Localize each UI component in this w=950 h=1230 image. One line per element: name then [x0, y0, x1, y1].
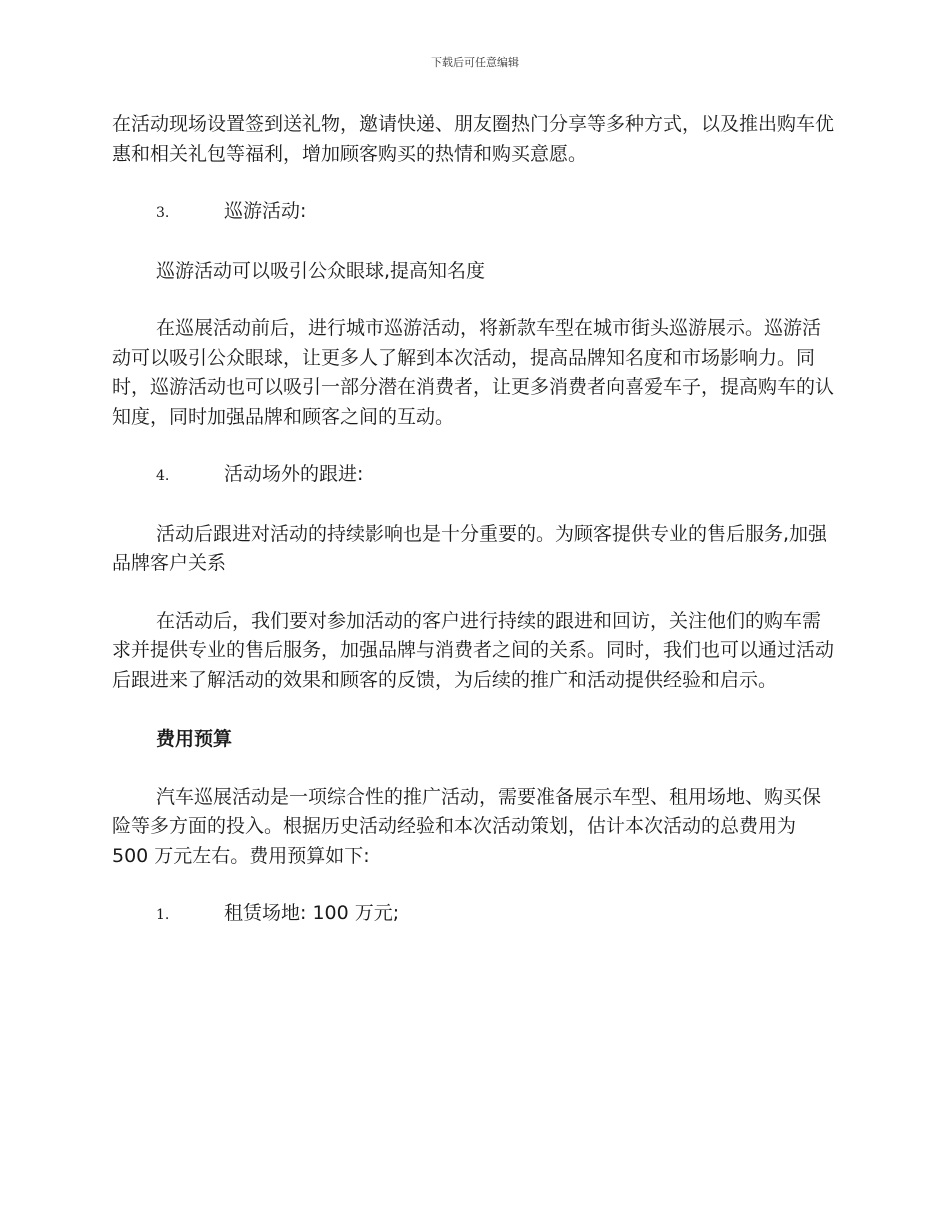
list-label: 活动场外的跟进: [224, 463, 364, 485]
list-item [112, 899, 836, 931]
list-number: 3. [156, 205, 170, 221]
list-number: 1. [156, 907, 170, 923]
paragraph: 活动后跟进对活动的持续影响也是十分重要的。为顾客提供专业的售后服务,加强品牌客户关系 [112, 522, 828, 574]
list-number: 4. [156, 468, 170, 484]
paragraph: 在活动后，我们要对参加活动的客户进行持续的跟进和回访，关注他们的购车需求并提供专业的售后服务，加强品牌与消费者之间的关系。同时，我们也可以通过活动后跟进来了解活动的效果和顾客的反馈，为后续的推广和活动提供经验和启示。 [112, 609, 835, 691]
page-header: 下载后可任意编辑 [431, 56, 519, 69]
list-item [112, 197, 836, 229]
paragraph: 在活动现场设置签到送礼物，邀请快递、朋友圈热门分享等多种方式，以及推出购车优惠和相关礼包等福利，增加顾客购买的热情和购买意愿。 [112, 113, 835, 165]
document-body [112, 110, 836, 931]
list-label: 租赁场地: 100 万元; [224, 902, 400, 924]
paragraph: 汽车巡展活动是一项综合性的推广活动，需要准备展示车型、租用场地、购买保险等多方面的投入。根据历史活动经验和本次活动策划，估计本次活动的总费用为 500 万元左右。费用预算如下: [112, 785, 822, 867]
paragraph: 在巡展活动前后，进行城市巡游活动，将新款车型在城市街头巡游展示。巡游活动可以吸引公众眼球，让更多人了解到本次活动，提高品牌知名度和市场影响力。同时，巡游活动也可以吸引一部分潜在消费者，让更多消费者向喜爱车子，提高购车的认知度，同时加强品牌和顾客之间的互动。 [112, 317, 835, 428]
paragraph: 巡游活动可以吸引公众眼球,提高知名度 [156, 259, 486, 282]
list-label: 巡游活动: [224, 200, 307, 222]
section-heading: 费用预算 [156, 728, 233, 750]
list-item [112, 460, 836, 492]
